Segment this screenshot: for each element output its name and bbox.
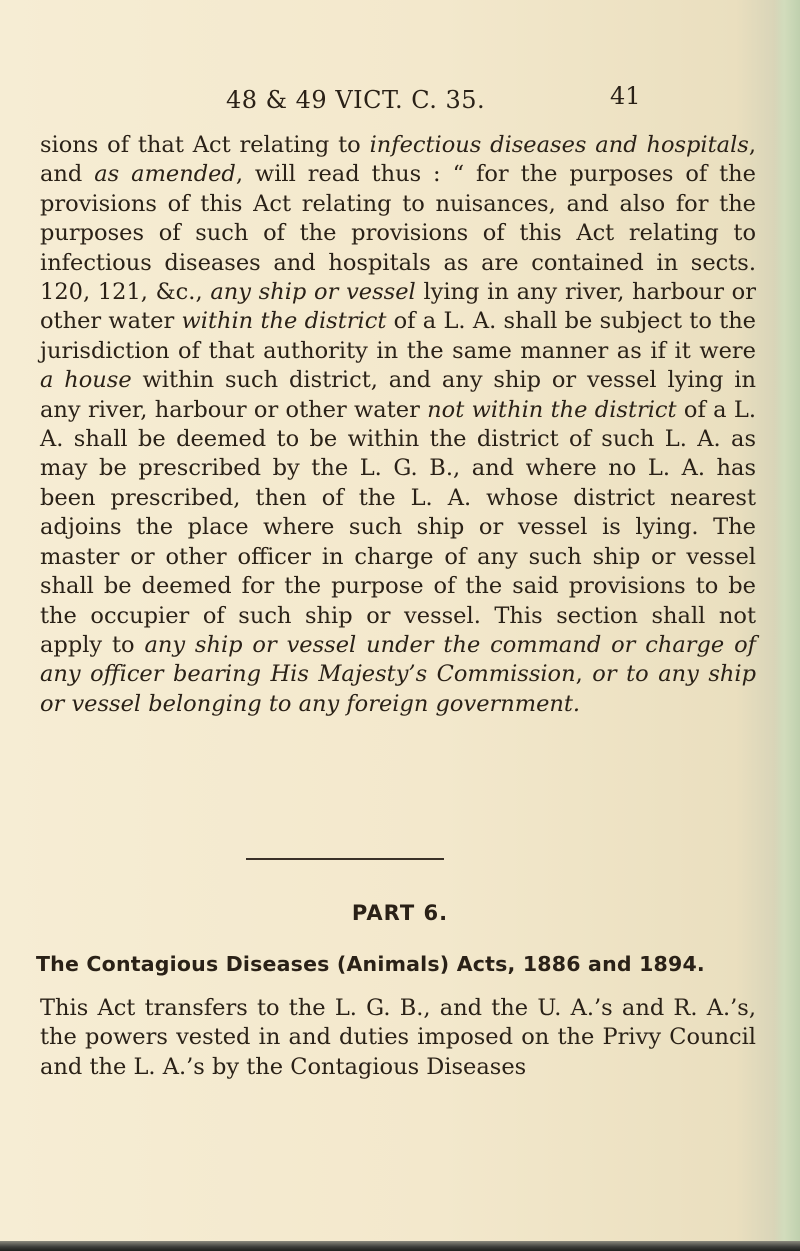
part-heading: PART 6. <box>351 901 449 925</box>
running-title: 48 & 49 VICT. C. 35. <box>226 86 486 114</box>
italic-segment: as amended <box>94 161 236 188</box>
text-segment: , <box>575 661 593 688</box>
text-segment: sions of that Act relating to <box>40 132 370 158</box>
section-paragraph <box>40 994 756 1082</box>
section-heading: The Contagious Diseases (Animals) Acts, 1886 and 1894. <box>36 952 705 976</box>
italic-segment: a house <box>40 367 132 394</box>
text-segment: lying in any river, harbour or other water <box>40 279 756 335</box>
text-segment: , and <box>40 132 756 188</box>
text-segment: within such district, and any ship or vessel lying in any river, harbour or other water <box>40 367 756 423</box>
page-edge-bottom <box>0 1241 800 1251</box>
italic-segment: to any ship or vessel belonging to any foreign government. <box>40 661 756 717</box>
running-head <box>0 82 800 120</box>
text-segment: of a L. A. shall be deemed to be within the district of such L. A. as may be prescribed by the L. G. B., and where no L. A. has been prescribed, then of the L. A. whose district nearest adjoins the place where such ship or vessel is lying. The master or other officer in charge of any such ship or vessel shall be deemed for the purpose of the said provisions to be the occupier of such ship or vessel. This section shall not apply to <box>40 396 756 658</box>
text-segment: of a L. A. shall be subject to the jurisdiction of that authority in the same manner as if it were <box>40 308 756 364</box>
section-divider <box>246 858 444 860</box>
italic-segment: infectious diseases and hospitals <box>369 132 749 158</box>
section-paragraph-text: This Act transfers to the L. G. B., and the U. A.’s and R. A.’s, the powers vested in and duties imposed on the Privy Council and the L. A.’s by the Contagious Diseases <box>40 995 756 1080</box>
italic-segment: within the district <box>181 308 387 335</box>
italic-segment: not within the district <box>427 396 677 423</box>
text-segment: , will read thus : “ for the purposes of the provisions of this Act relating to nuisances, and also for the purposes of such of the provisions of this Act relating to infectious diseases and hospitals as are contained in sects. 120, 121, &c., <box>40 161 756 306</box>
italic-segment: any ship or vessel under the command or charge of any officer bearing His Majesty’s Commission <box>40 631 756 688</box>
italic-segment: any ship or vessel <box>210 279 416 306</box>
page-number: 41 <box>610 82 641 110</box>
body-paragraph <box>40 131 756 719</box>
page-edge-right <box>774 0 800 1251</box>
text-segment <box>617 661 627 687</box>
italic-segment: or <box>592 661 617 688</box>
